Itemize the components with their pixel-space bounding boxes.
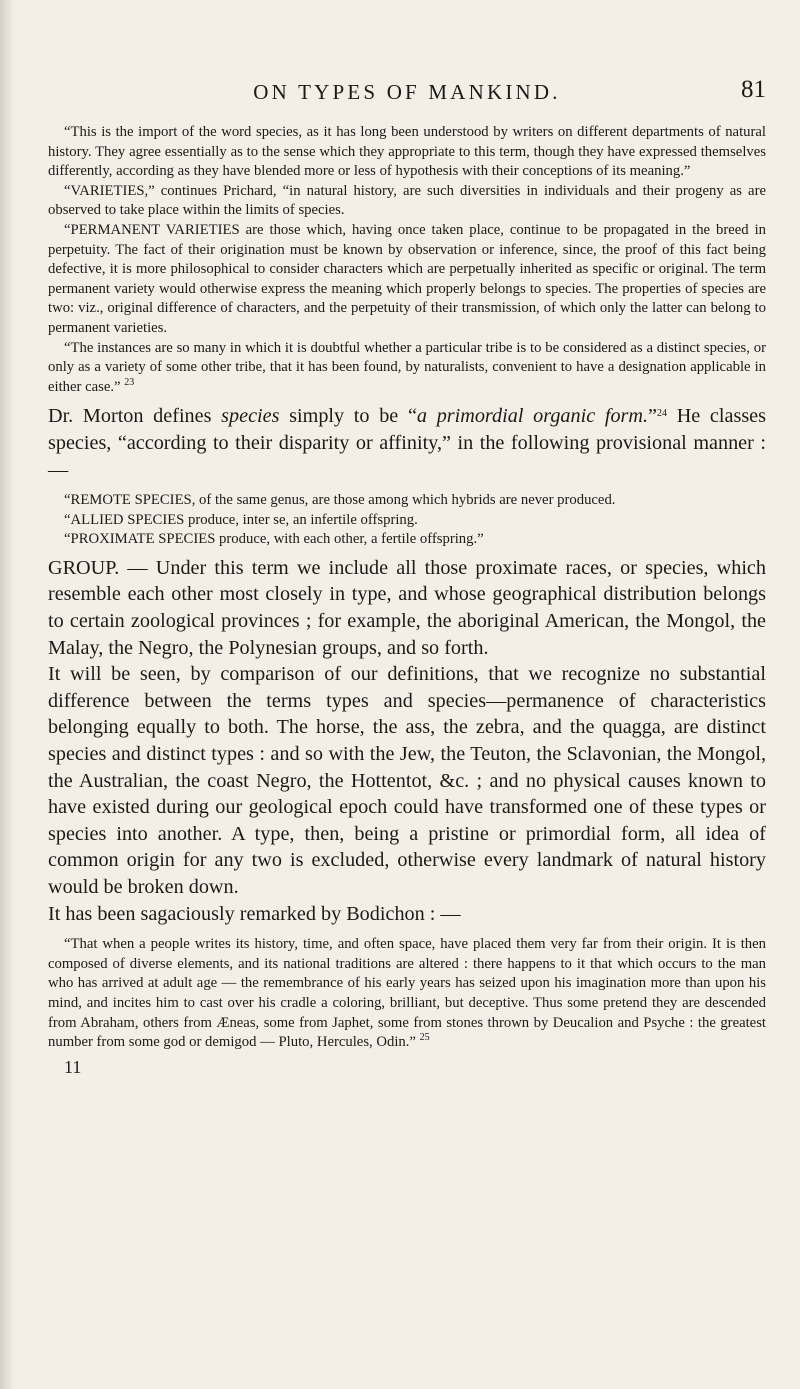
quote-text: “The instances are so many in which it is doubtful whether a particular tribe is to be considered as a distinct species, or only as a variety of some other tribe, that it has been found, by naturalists, convenient to have a designation applicable in either case.”	[48, 339, 766, 395]
quote-block-prichard	[48, 123, 766, 397]
body-paragraph: GROUP. — Under this term we include all those proximate races, or species, which resemble each other most closely in type, and whose geographical distribution belongs to certain zoological provinces ; for example, the aboriginal American, the Mongol, the Malay, the Negro, the Polynesian groups, and so forth.	[48, 556, 766, 659]
emphasis: species	[221, 405, 280, 428]
page-number: 81	[741, 76, 766, 103]
text-run: simply to be “	[279, 405, 417, 428]
body-paragraph	[48, 403, 766, 483]
quote-paragraph: “This is the import of the word species, as it has long been understood by writers on different departments of natural history. They agree essentially as to the sense which they appropriate to this term, though they have expressed themselves differently, according as they have blended more or less of hypothesis with their conceptions of its meaning.”	[48, 124, 766, 180]
main-text-morton	[48, 403, 766, 483]
quote-paragraph	[48, 935, 766, 1053]
quote-paragraph: “PROXIMATE SPECIES produce, with each other, a fertile offspring.”	[64, 531, 484, 548]
quote-text: “That when a people writes its history, time, and often space, have placed them very far from their origin. It is then composed of diverse elements, and its national traditions are altered : there happens to it that which occurs to the man who has arrived at adult age — the remembrance of his early years has seized upon his imagination more than upon his mind, and incites him to cast over his cradle a coloring, brilliant, but deceptive. Thus some pretend they are descended from Abraham, others from Æneas, some from Japhet, some from stones thrown by Deucalion and Psyche : the greatest number from some god or demigod — Pluto, Hercules, Odin.”	[48, 936, 766, 1051]
quote-paragraph: “REMOTE SPECIES, of the same genus, are those among which hybrids are never produced.	[64, 492, 616, 509]
text-run: He classes species, “according to their disparity or affinity,” in the following provisional manner : —	[48, 405, 766, 481]
page-header	[48, 76, 766, 116]
text-run: Dr. Morton defines	[48, 405, 222, 428]
quote-paragraph: “VARIETIES,” continues Prichard, “in natural history, are such diversities in individuals and their progeny as are observed to take place within the limits of species.	[48, 182, 766, 219]
signature-mark: 11	[64, 1056, 82, 1077]
body-paragraph: It has been sagaciously remarked by Bodichon : —	[48, 902, 461, 925]
page-body	[48, 123, 766, 1078]
footnote-marker: 24	[657, 408, 668, 420]
page-gutter-shadow	[0, 0, 14, 1389]
quote-paragraph: “PERMANENT VARIETIES are those which, having once taken place, continue to be propagated in the breed in perpetuity. The fact of their origination must be known by observation or inference, since, the proof of this fact being defective, it is more philosophical to consider characters which are perpetually inherited as specific or original. The term permanent variety would otherwise express the meaning which properly belongs to species. The properties of species are two: viz., original difference of characters, and the perpetuity of their transmission, of which only the latter can belong to permanent varieties.	[48, 221, 766, 336]
quote-block-species	[48, 491, 766, 550]
main-text-group	[48, 555, 766, 927]
body-paragraph: It will be seen, by comparison of our definitions, that we recognize no substantial difference between the terms types and species—permanence of characteristics belonging equally to both. The horse, the ass, the zebra, and the quagga, are distinct species and distinct types : and so with the Jew, the Teuton, the Sclavonian, the Mongol, the Australian, the coast Negro, the Hottentot, &c. ; and no physical causes known to have existed during our geological epoch could have transformed one of these types or species into another. A type, then, being a pristine or primordial form, all idea of common origin for any two is excluded, otherwise every landmark of natural history would be broken down.	[48, 663, 766, 898]
quote-paragraph: “ALLIED SPECIES produce, inter se, an infertile offspring.	[64, 511, 418, 528]
emphasis: a primordial organic form.	[416, 405, 649, 428]
running-head: ON TYPES OF MANKIND.	[253, 80, 561, 104]
quote-block-bodichon	[48, 935, 766, 1053]
footnote-marker: 23	[124, 376, 135, 388]
text-run: ”	[648, 405, 658, 428]
quote-paragraph	[48, 339, 766, 398]
footnote-marker: 25	[419, 1032, 430, 1044]
